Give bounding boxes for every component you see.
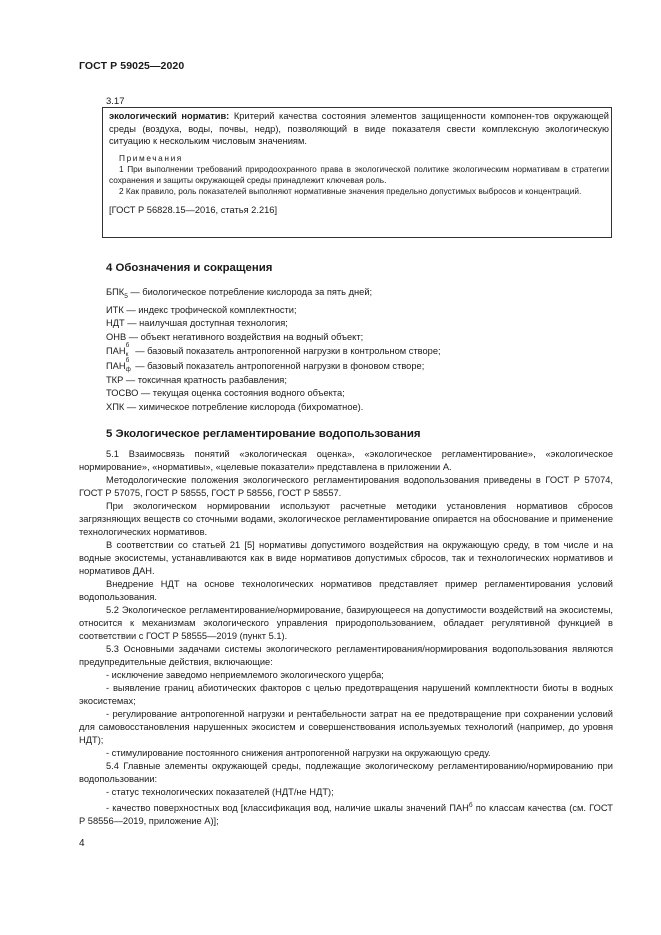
paragraph: При экологическом нормировании используют расчетные методики установления нормативов сбросов загрязняющих веществ со сточными водами, экологическое регламентирование опирается на обоснование и применение технологических нормативов. (79, 501, 613, 537)
list-item: - стимулирование постоянного снижения антропогенной нагрузки на окружающую среду. (106, 748, 491, 758)
note-2: 2 Как правило, роль показателей выполняют нормативные значения предельно допустимых выбросов и концентраций. (119, 185, 582, 196)
section-5-body (79, 448, 613, 828)
abbreviation-item: ПАН б ф — базовый показатель антропогенной нагрузки в фоновом створе; (106, 356, 425, 373)
term-definition-box (102, 107, 612, 238)
term-reference: [ГОСТ Р 56828.15—2016, статья 2.216] (109, 204, 278, 215)
section-5-title: 5 Экологическое регламентирование водопользования (106, 428, 421, 440)
paragraph: В соответствии со статьей 21 [5] нормативы допустимого воздействия на окружающую среду, в том числе и на водные экосистемы, устанавливаются как в виде нормативов допустимых сбросов, так и технологических нормативов и нормативов ДАН. (79, 540, 613, 576)
section-4-title: 4 Обозначения и сокращения (106, 262, 273, 274)
term-definition-rest: тов окружающей среды (воздуха, воды, почвы, недр), позволяющий в виде показателя свести комплексную экологическую ситуацию к нескольким числовым значениям. (109, 111, 609, 147)
paragraph: Внедрение НДТ на основе технологических нормативов представляет пример регламентирования условий водопользования. (79, 579, 613, 602)
abbreviation-item: ТОСВО — текущая оценка состояния водного объекта; (106, 388, 345, 399)
abbreviation-item: ОНВ — объект негативного воздействия на водный объект; (106, 331, 364, 342)
paragraph: 5.1 Взаимосвязь понятий «экологическая оценка», «экологическое регламентирование», «экологическое нормирование», «нормативы», «целевые показатели» представлена в приложении А. (79, 449, 613, 472)
list-item: - выявление границ абиотических факторов с целью предотвращения нарушений комплектности биоты в водных экосистемах; (79, 683, 613, 706)
paragraph: Методологические положения экологического регламентирования водопользования приведены в ГОСТ Р 57074, ГОСТ Р 57075, ГОСТ Р 58555, ГОСТ Р 58556, ГОСТ Р 58557. (79, 475, 613, 498)
term-number: 3.17 (106, 96, 125, 107)
abbreviation-item: ПАН б к — базовый показатель антропогенной нагрузки в контрольном створе; (106, 342, 441, 359)
list-item: - качество поверхностных вод [классификация вод, наличие шкалы значений $ПАН^б$ по классам качества (см. ГОСТ Р 58556—2019, приложение А)]; (79, 802, 613, 826)
notes-title: Примечания (119, 152, 183, 163)
abbreviation-item: ХПК — химическое потребление кислорода (бихроматное). (106, 401, 364, 412)
document-header: ГОСТ Р 59025—2020 (79, 60, 185, 72)
list-item: - статус технологических показателей (НДТ/не НДТ); (106, 787, 334, 797)
note-1: 1 При выполнении требований природоохранного права в экологической политике экологическим нормативам в стратегии сохранения и защиты окружающей среды принадлежит ключевая роль. (109, 163, 609, 185)
abbreviation-item: $БПК_5$ — биологическое потребление кислорода за пять дней; (106, 287, 373, 300)
abbreviation-item: НДТ — наилучшая доступная технология; (106, 318, 288, 329)
term-definition (109, 110, 609, 148)
paragraph: 5.4 Главные элементы окружающей среды, подлежащие экологическому регламентированию/нормированию при водопользовании: (79, 761, 613, 784)
term-definition-first: Критерий качества состояния элементов защищенности компонен- (229, 111, 535, 121)
list-item: - исключение заведомо неприемлемого экологического ущерба; (106, 670, 384, 680)
paragraph: 5.2 Экологическое регламентирование/нормирование, базирующееся на допустимости воздействий на экосистемы, относится к механизмам экологического управления природопользованием, обладает регулятивной функцией в соответствии с ГОСТ Р 58555—2019 (пункт 5.1). (79, 605, 613, 641)
paragraph: 5.3 Основными задачами системы экологического регламентирования/нормирования водопользования являются предупредительные действия, включающие: (79, 644, 613, 667)
term-name: экологический норматив: (109, 111, 230, 121)
abbreviation-list (106, 286, 616, 414)
list-item: - регулирование антропогенной нагрузки и рентабельности затрат на ее предотвращение при сохранении условий для самовосстановления нарушенных экосистем и совершенствования используемых технологий (например, до уровня НДТ); (79, 709, 613, 745)
abbreviation-item: ИТК — индекс трофической комплектности; (106, 304, 297, 315)
abbreviation-item: ТКР — токсичная кратность разбавления; (106, 374, 287, 385)
page-number: 4 (79, 838, 85, 849)
